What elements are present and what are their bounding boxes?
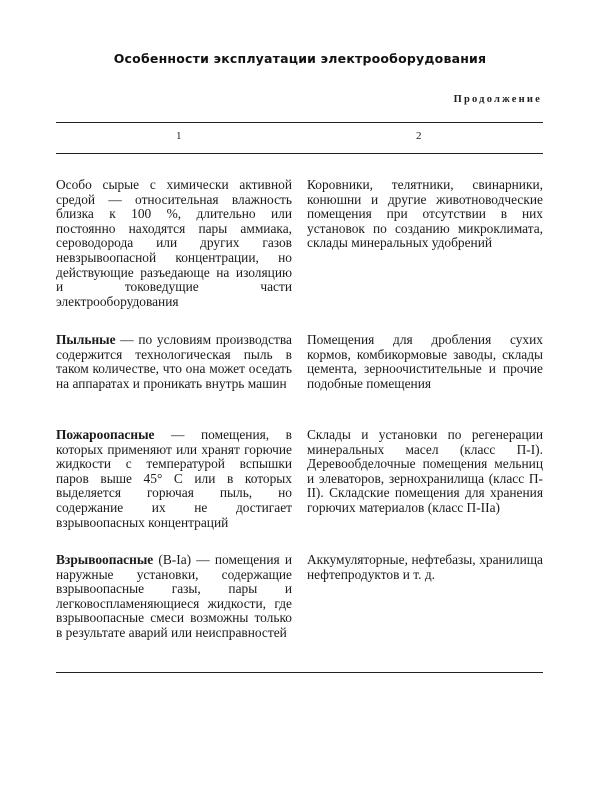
category-definition: — по условиям производства содержится технологическая пыль в таком количестве, что она может оседать на аппаратах и проникать внутрь машин	[56, 332, 292, 391]
room-category-cell	[56, 428, 292, 530]
table-bottom-rule	[56, 672, 543, 673]
continuation-label: Продолжение	[453, 94, 542, 105]
room-category-cell	[56, 553, 292, 641]
category-definition: — помещения, в которых применяют или хранят горючие жидкости с температурой вспышки паров выше 45° С или в которых выделяется горючая пыль, но содержание их не достигает взрывоопасных концентраций	[56, 427, 292, 530]
category-term: Особо сырые с химически активной средой	[56, 177, 292, 207]
page-title: Особенности эксплуатации электрооборудования	[113, 51, 487, 66]
table-header-rule	[56, 153, 543, 154]
room-category-cell	[56, 178, 292, 309]
category-term: Пожароопасные	[56, 427, 155, 442]
room-examples-cell: Помещения для дробления сухих кормов, комбикормовые заводы, склады цемента, зерноочистительные и прочие подобные помещения	[307, 332, 543, 391]
room-examples-cell: Склады и установки по регенерации минеральных масел (класс П-I). Деревообделочные помещения мельниц и элеваторов, зернохранилища (класс П-II). Складские помещения для хранения горючих материалов (класс П-IIа)	[307, 427, 543, 515]
room-category-cell	[56, 333, 292, 391]
table-top-rule	[56, 122, 543, 123]
column-header-1: 1	[176, 130, 182, 142]
category-definition: — относительная влажность близка к 100 %, длительно или постоянно находятся пары аммиака, сероводорода или других газов невзрывоопасной концентрации, но действующие разъедающе на изоляцию и токоведущие части электрооборудования	[56, 191, 292, 309]
column-header-2: 2	[416, 130, 422, 142]
room-examples-cell: Коровники, телятники, свинарники, конюшни и другие животноводческие помещения при отсутствии в них установок по созданию микроклимата, склады минеральных удобрений	[307, 177, 543, 251]
category-term: Взрывоопасные	[56, 552, 154, 567]
room-examples-cell: Аккумуляторные, нефтебазы, хранилища нефтепродуктов и т. д.	[307, 552, 543, 582]
category-term: Пыльные	[56, 332, 116, 347]
category-definition: (B-Ia) — помещения и наружные установки, содержащие взрывоопасные газы, пары и легковоспламеняющиеся жидкости, где взрывоопасные смеси возможны только в результате аварий или неисправностей	[56, 552, 292, 640]
